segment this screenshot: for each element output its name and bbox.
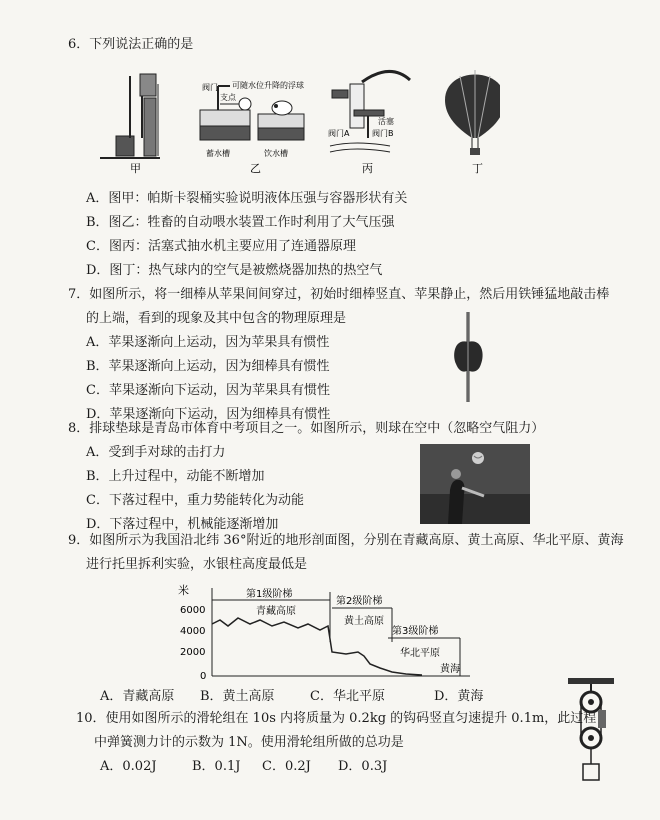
figure-jia-barrel — [100, 74, 160, 158]
caption-jia: 甲 — [130, 162, 141, 175]
chart-unit-label: 米 — [178, 584, 189, 597]
q7-stem-line2: 的上端，看到的现象及其中包含的物理原理是 — [86, 311, 347, 326]
q9-option-a[interactable]: A．青藏高原 — [100, 689, 175, 704]
label-valve-a: 阀门A — [328, 129, 350, 138]
q7-apple-rod-figure — [450, 312, 486, 404]
region-huangtu: 黄土高原 — [344, 616, 384, 627]
region-huabei: 华北平原 — [400, 648, 440, 659]
q8-option-b[interactable]: B．上升过程中，动能不断增加 — [86, 469, 265, 484]
label-storage: 蓄水槽 — [206, 149, 230, 158]
q9-stem-line1: 9．如图所示为我国沿北纬 36°附近的地形剖面图，分别在青藏高原、黄土高原、华北平原、黄海 — [68, 533, 624, 548]
step-2-label: 第2级阶梯 — [336, 596, 383, 607]
q6-stem: 6．下列说法正确的是 — [68, 37, 194, 52]
figure-ding-balloon — [445, 70, 500, 155]
region-qingzang: 青藏高原 — [256, 606, 296, 617]
label-drinking: 饮水槽 — [264, 149, 288, 158]
q9-option-c[interactable]: C．华北平原 — [310, 689, 385, 704]
q9-option-b[interactable]: B．黄土高原 — [200, 689, 275, 704]
label-valve: 阀门 — [202, 83, 218, 92]
label-float: 可随水位升降的浮球 — [232, 81, 304, 90]
q8-option-d[interactable]: D．下落过程中，机械能逐渐增加 — [86, 517, 279, 532]
q10-stem-line1: 10．使用如图所示的滑轮组在 10s 内将质量为 0.2kg 的钩码竖直匀速提升 0.1m，此过程 — [76, 711, 597, 726]
q7-option-c[interactable]: C．苹果逐渐向下运动，因为苹果具有惯性 — [86, 383, 330, 398]
q6-figures — [100, 66, 500, 178]
q9-stem-line2: 进行托里拆利实验，水银柱高度最低是 — [86, 557, 308, 572]
caption-bing: 丙 — [362, 162, 373, 175]
q8-volleyball-photo — [420, 444, 530, 524]
q6-option-b[interactable]: B．图乙：牲畜的自动喂水装置工作时利用了大气压强 — [86, 215, 395, 230]
figure-yi-feeder — [200, 86, 304, 140]
q9-option-d[interactable]: D．黄海 — [434, 689, 484, 704]
chart-tick-2000: 2000 — [180, 647, 206, 658]
q8-option-a[interactable]: A．受到手对球的击打力 — [86, 445, 226, 460]
q10-pulley-figure — [566, 676, 616, 786]
q8-option-c[interactable]: C．下落过程中，重力势能转化为动能 — [86, 493, 304, 508]
label-piston: 活塞 — [378, 117, 394, 126]
caption-yi: 乙 — [250, 162, 261, 175]
chart-tick-6000: 6000 — [180, 605, 206, 616]
q9-terrain-profile-chart — [160, 580, 490, 684]
caption-ding: 丁 — [472, 162, 483, 175]
q7-option-a[interactable]: A．苹果逐渐向上运动，因为苹果具有惯性 — [86, 335, 330, 350]
label-pivot: 支点 — [220, 93, 236, 102]
q7-option-b[interactable]: B．苹果逐渐向上运动，因为细棒具有惯性 — [86, 359, 330, 374]
q6-option-c[interactable]: C．图丙：活塞式抽水机主要应用了连通器原理 — [86, 239, 356, 254]
q6-option-d[interactable]: D．图丁：热气球内的空气是被燃烧器加热的热空气 — [86, 263, 383, 278]
step-3-label: 第3级阶梯 — [392, 626, 439, 637]
q6-option-a[interactable]: A．图甲：帕斯卡裂桶实验说明液体压强与容器形状有关 — [86, 191, 408, 206]
q10-option-b[interactable]: B．0.1J — [192, 759, 241, 774]
label-valve-b: 阀门B — [372, 129, 394, 138]
chart-tick-4000: 4000 — [180, 626, 206, 637]
terrain-profile-line — [212, 618, 422, 675]
chart-tick-0: 0 — [200, 671, 207, 682]
step-1-label: 第1级阶梯 — [246, 589, 293, 600]
q10-option-c[interactable]: C．0.2J — [262, 759, 311, 774]
q7-stem-line1: 7．如图所示，将一细棒从苹果间间穿过，初始时细棒竖直、苹果静止，然后用铁锤猛地敲击棒 — [68, 287, 610, 302]
q10-option-d[interactable]: D．0.3J — [338, 759, 388, 774]
figure-bing-pump — [330, 71, 410, 152]
q8-stem: 8．排球垫球是青岛市体育中考项目之一。如图所示，则球在空中（忽略空气阻力） — [68, 421, 545, 436]
q10-stem-line2: 中弹簧测力计的示数为 1N。使用滑轮组所做的总功是 — [94, 735, 404, 750]
region-huanghai: 黄海 — [440, 664, 460, 675]
q7-option-d[interactable]: D．苹果逐渐向下运动，因为细棒具有惯性 — [86, 407, 331, 422]
q10-option-a[interactable]: A．0.02J — [100, 759, 157, 774]
